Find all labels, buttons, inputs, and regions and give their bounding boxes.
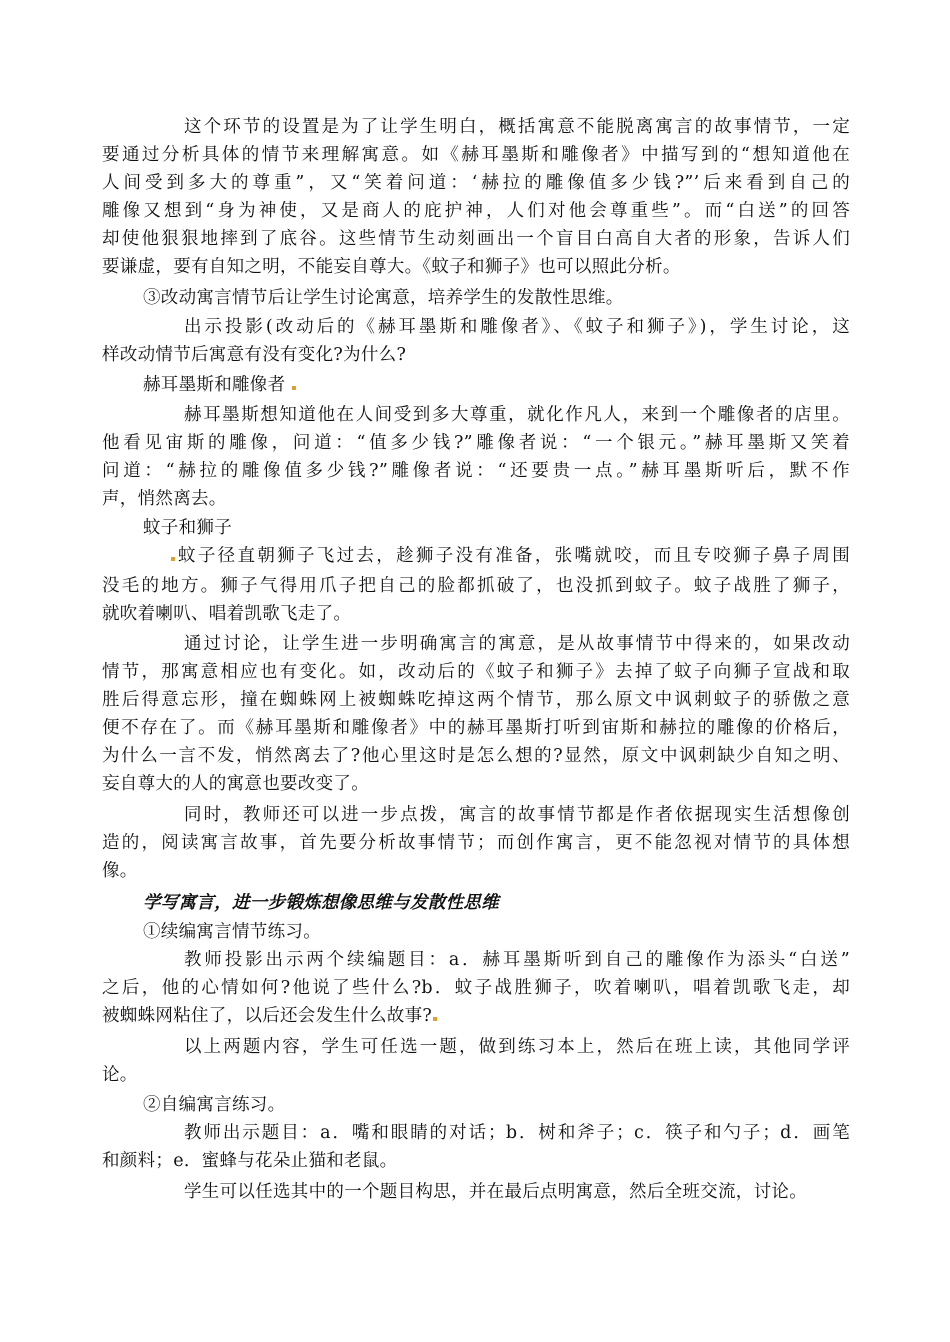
story-title	[143, 371, 850, 399]
paragraph-line: 要谦虚，要有自知之明，不能妄自尊大。《蚊子和狮子》也可以照此分析。	[102, 257, 681, 277]
highlight-mark	[433, 1017, 437, 1021]
paragraph-line: 胜后得意忘形，撞在蜘蛛网上被蜘蛛吃掉这两个情节，那么原文中讽刺蚊子的骄傲之意	[102, 690, 850, 710]
paragraph-line: 教师出示题目：a．嘴和眼睛的对话；b．树和斧子；c．筷子和勺子；d．画笔	[184, 1123, 850, 1143]
paragraph-line: 妄自尊大的人的寓意也要改变了。	[102, 774, 369, 794]
paragraph-line: 便不存在了。而《赫耳墨斯和雕像者》中的赫耳墨斯打听到宙斯和赫拉的雕像的价格后，	[102, 718, 850, 738]
paragraph-line: 情节，那寓意相应也有变化。如，改动后的《蚊子和狮子》去掉了蚊子向狮子宣战和取	[102, 662, 850, 682]
paragraph-line: 人间受到多大的尊重”，又“笑着问道：‘赫拉的雕像值多少钱?”’后来看到自己的	[102, 173, 850, 193]
story-title: 蚊子和狮子	[143, 518, 232, 538]
paragraph-line: 出示投影(改动后的《赫耳墨斯和雕像者》、《蚊子和狮子》)，学生讨论，这	[184, 317, 850, 337]
paragraph-line: 像。	[102, 861, 138, 881]
paragraph-line: 却使他狠狠地摔到了底谷。这些情节生动刻画出一个盲目白高自大者的形象，告诉人们	[102, 229, 850, 249]
highlight-mark	[171, 557, 175, 561]
paragraph-line: 通过讨论，让学生进一步明确寓言的寓意，是从故事情节中得来的，如果改动	[184, 634, 850, 654]
paragraph-text: 被蜘蛛网粘住了，以后还会发生什么故事?	[102, 1006, 433, 1026]
story-title-text: 赫耳墨斯和雕像者	[143, 375, 286, 395]
paragraph-line: 为什么一言不发，悄然离去了?他心里这时是怎么想的?显然，原文中讽刺缺少自知之明、	[102, 746, 850, 766]
paragraph-line: 要通过分析具体的情节来理解寓意。如《赫耳墨斯和雕像者》中描写到的“想知道他在	[102, 145, 850, 165]
paragraph-line: 教师投影出示两个续编题目：a．赫耳墨斯听到自己的雕像作为添头“白送”	[184, 950, 850, 970]
list-item: ③改动寓言情节后让学生讨论寓意，培养学生的发散性思维。	[143, 288, 624, 308]
paragraph-line: 没毛的地方。狮子气得用爪子把自己的脸都抓破了，也没抓到蚊子。蚊子战胜了狮子，	[102, 576, 850, 596]
paragraph-text: 蚊子径直朝狮子飞过去，趁狮子没有准备，张嘴就咬，而且专咬狮子鼻子周围	[176, 546, 850, 566]
highlight-mark	[292, 386, 296, 390]
paragraph-line: 之后，他的心情如何?他说了些什么?b．蚊子战胜狮子，吹着喇叭，唱着凯歌飞走，却	[102, 978, 850, 998]
paragraph-line: 造的，阅读寓言故事，首先要分析故事情节；而创作寓言，更不能忽视对情节的具体想	[102, 833, 850, 853]
paragraph-line: 同时，教师还可以进一步点拨，寓言的故事情节都是作者依据现实生活想像创	[184, 805, 850, 825]
list-item: ①续编寓言情节练习。	[143, 922, 321, 942]
paragraph-line: 赫耳墨斯想知道他在人间受到多大尊重，就化作凡人，来到一个雕像者的店里。	[184, 405, 850, 425]
paragraph-line: 雕像又想到“身为神使，又是商人的庇护神，人们对他会尊重些”。而“白送”的回答	[102, 201, 850, 221]
paragraph-line: 和颜料；e．蜜蜂与花朵止猫和老鼠。	[102, 1151, 398, 1171]
paragraph-line	[170, 542, 850, 570]
paragraph-line: 他看见宙斯的雕像，问道：“值多少钱?”雕像者说：“一个银元。”赫耳墨斯又笑着	[102, 433, 850, 453]
paragraph-line: 论。	[102, 1065, 138, 1085]
list-item: ②自编寓言练习。	[143, 1095, 286, 1115]
paragraph-line: 问道：“赫拉的雕像值多少钱?”雕像者说：“还要贵一点。”赫耳墨斯听后，默不作	[102, 461, 850, 481]
paragraph-line	[102, 1002, 850, 1030]
paragraph-line: 学生可以任选其中的一个题目构思，并在最后点明寓意，然后全班交流，讨论。	[184, 1182, 807, 1202]
paragraph-line: 以上两题内容，学生可任选一题，做到练习本上，然后在班上读，其他同学评	[184, 1037, 850, 1057]
section-heading: 学写寓言，进一步锻炼想像思维与发散性思维	[143, 893, 499, 913]
paragraph-line: 就吹着喇叭、唱着凯歌飞走了。	[102, 604, 352, 624]
paragraph-line: 这个环节的设置是为了让学生明白，概括寓意不能脱离寓言的故事情节，一定	[184, 117, 850, 137]
paragraph-line: 声，悄然离去。	[102, 489, 227, 509]
paragraph-line: 样改动情节后寓意有没有变化?为什么?	[102, 345, 407, 365]
